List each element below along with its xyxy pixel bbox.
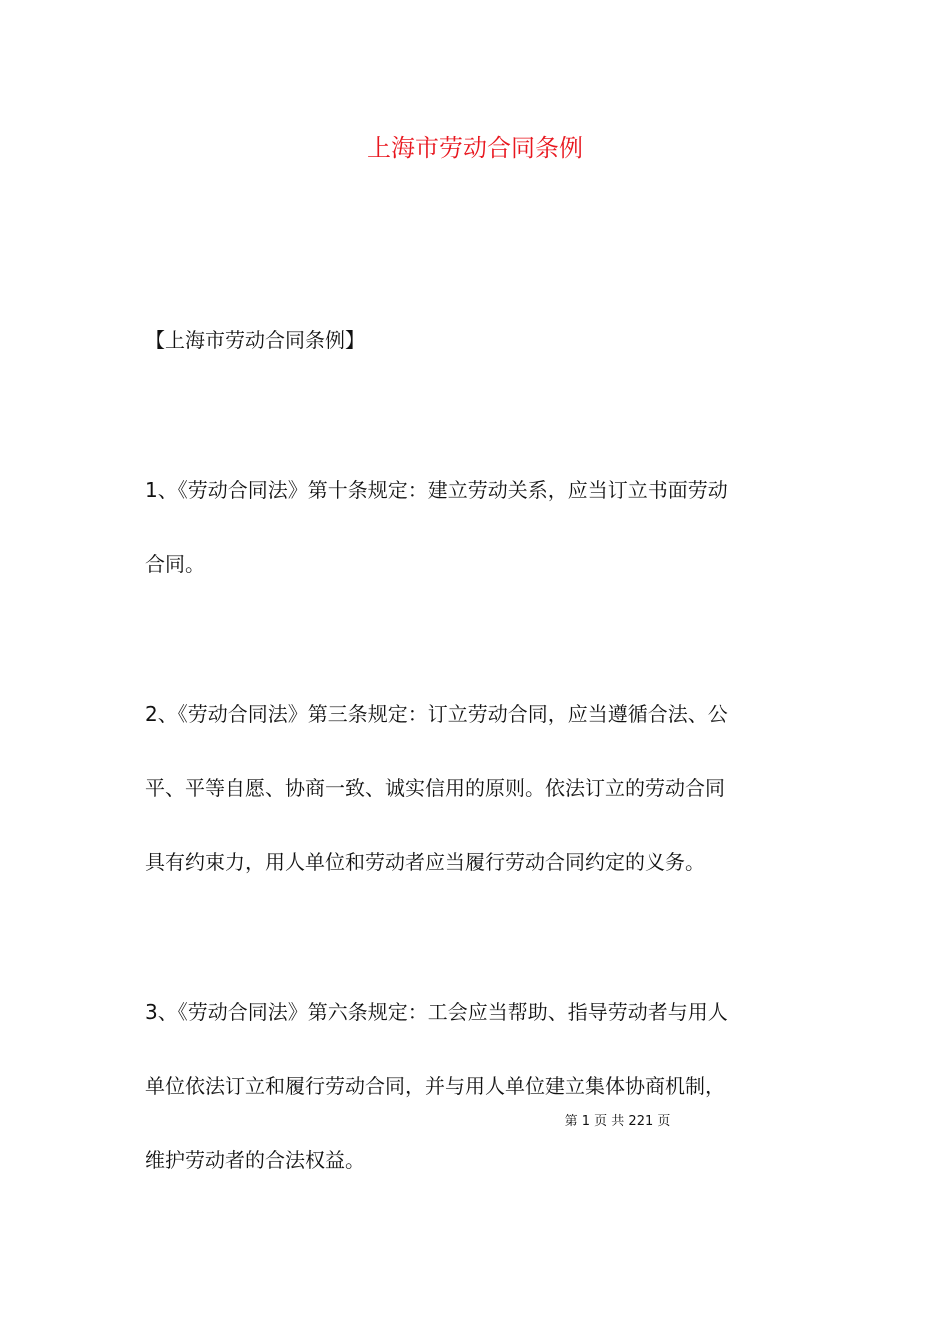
paragraph-line: 2、《劳动合同法》第三条规定：订立劳动合同，应当遵循合法、公 [145, 702, 728, 726]
paragraph-line: 1、《劳动合同法》第十条规定：建立劳动关系，应当订立书面劳动 [145, 478, 728, 502]
paragraph-line: 维护劳动者的合法权益。 [145, 1148, 365, 1172]
page-title: 上海市劳动合同条例 [367, 134, 583, 162]
section-heading: 【上海市劳动合同条例】 [145, 328, 365, 352]
paragraph-line: 平、平等自愿、协商一致、诚实信用的原则。依法订立的劳动合同 [145, 776, 725, 800]
page-number-footer: 第 1 页 共 221 页 [564, 1114, 671, 1129]
paragraph-line: 3、《劳动合同法》第六条规定：工会应当帮助、指导劳动者与用人 [145, 1000, 728, 1024]
paragraph-line: 单位依法订立和履行劳动合同，并与用人单位建立集体协商机制， [145, 1074, 725, 1098]
paragraph-line: 具有约束力，用人单位和劳动者应当履行劳动合同约定的义务。 [145, 850, 705, 874]
paragraph-line: 合同。 [145, 552, 205, 576]
